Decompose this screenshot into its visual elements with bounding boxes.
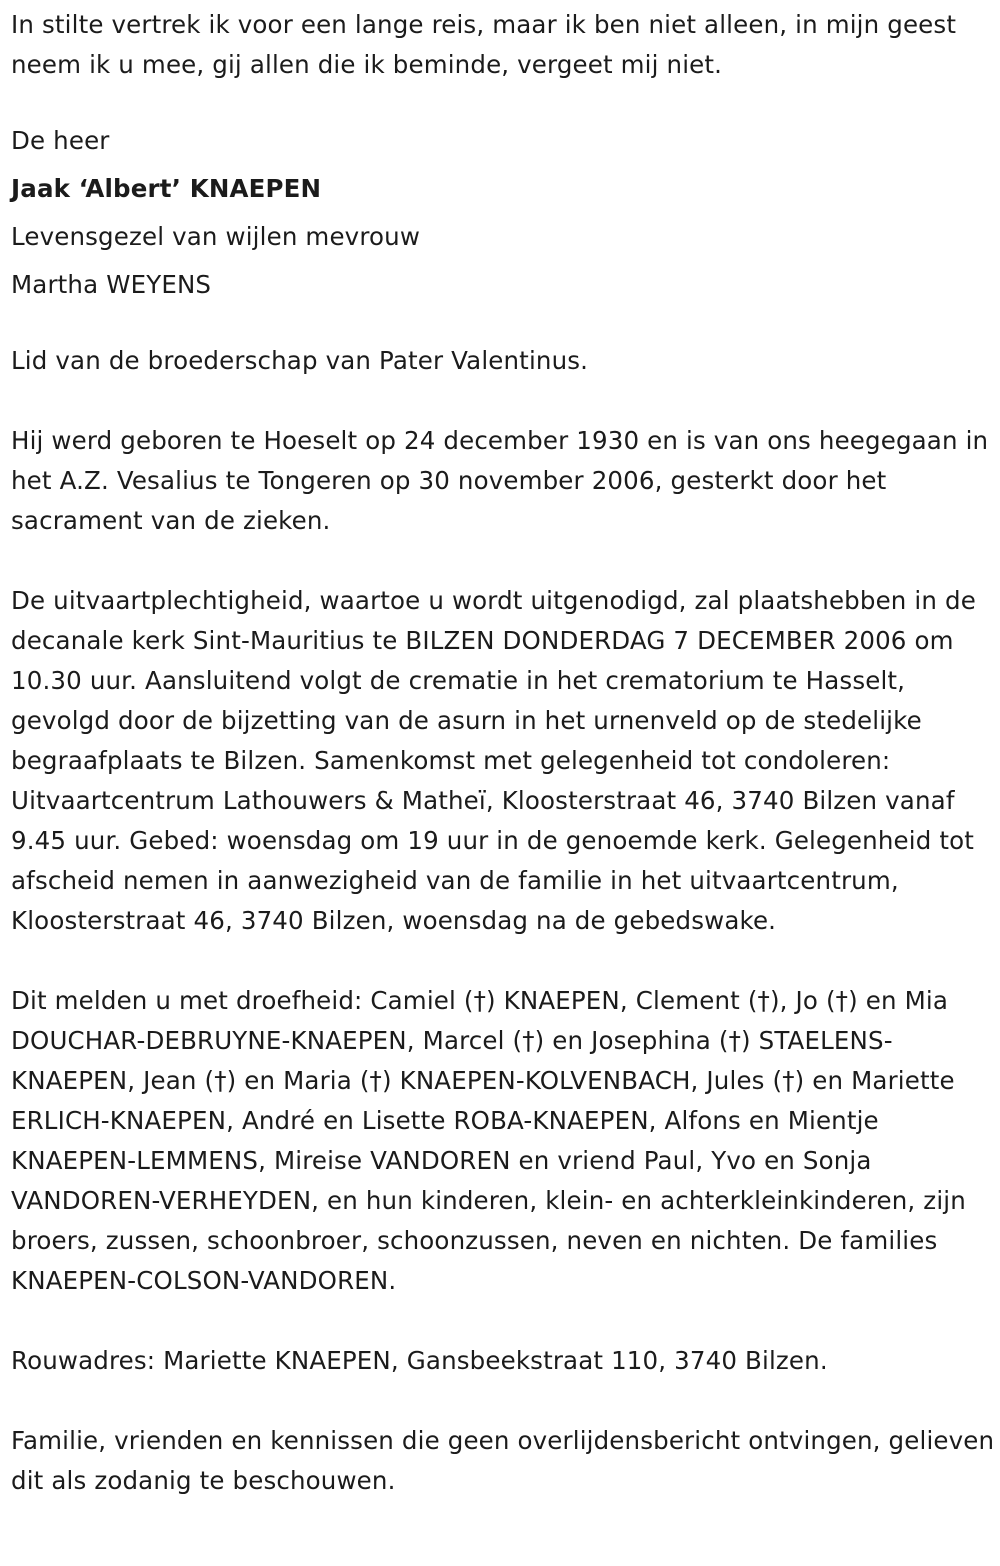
partner-name: Martha WEYENS <box>11 270 212 299</box>
spacer <box>11 541 996 581</box>
partner-intro: Levensgezel van wijlen mevrouw <box>11 222 421 251</box>
ceremony-paragraph: De uitvaartplechtigheid, waartoe u wordt uitgenodigd, zal plaatshebben in de decanale kerk Sint-Mauritius te BILZEN DONDERDAG 7 DECEMBER 2006 om 10.30 uur. Aansluitend volgt de crematie in het crematorium te Hasselt, gevolgd door de bijzetting van de asurn in het urnenveld op de stedelijke begraafplaats te Bilzen. Samenkomst met gelegenheid tot condoleren: Uitvaartcentrum Lathouwers & Matheï, Kloosterstraat 46, 3740 Bilzen vanaf 9.45 uur. Gebed: woensdag om 19 uur in de genoemde kerk. Gelegenheid tot afscheid nemen in aanwezigheid van de familie in het uitvaartcentrum, Kloosterstraat 46, 3740 Bilzen, woensdag na de gebedswake. <box>11 586 976 935</box>
salutation: De heer <box>11 126 110 155</box>
opening-quote: In stilte vertrek ik voor een lange reis, maar ik ben niet alleen, in mijn geest neem ik u mee, gij allen die ik beminde, vergeet mij niet. <box>11 10 957 79</box>
spacer <box>11 941 996 981</box>
announcement-paragraph: Dit melden u met droefheid: Camiel (†) KNAEPEN, Clement (†), Jo (†) en Mia DOUCHAR-DEBRUYNE-KNAEPEN, Marcel (†) en Josephina (†) STAELENS-KNAEPEN, Jean (†) en Maria (†) KNAEPEN-KOLVENBACH, Jules (†) en Mariette ERLICH-KNAEPEN, André en Lisette ROBA-KNAEPEN, Alfons en Mientje KNAEPEN-LEMMENS, Mireise VANDOREN en vriend Paul, Yvo en Sonja VANDOREN-VERHEYDEN, en hun kinderen, klein- en achterkleinkinderen, zijn broers, zussen, schoonbroer, schoonzussen, neven en nichten. De families KNAEPEN-COLSON-VANDOREN. <box>11 986 966 1295</box>
spacer <box>11 381 996 421</box>
closing-note: Familie, vrienden en kennissen die geen overlijdensbericht ontvingen, gelieven dit als zodanig te beschouwen. <box>11 1426 995 1495</box>
birth-death-paragraph: Hij werd geboren te Hoeselt op 24 december 1930 en is van ons heegegaan in het A.Z. Vesalius te Tongeren op 30 november 2006, gesterkt door het sacrament van de zieken. <box>11 426 989 535</box>
mourning-address: Rouwadres: Mariette KNAEPEN, Gansbeekstraat 110, 3740 Bilzen. <box>11 1346 828 1375</box>
obituary-document <box>11 5 996 1501</box>
spacer <box>11 85 996 117</box>
membership-note: Lid van de broederschap van Pater Valentinus. <box>11 346 589 375</box>
spacer <box>11 1301 996 1341</box>
deceased-name: Jaak ‘Albert’ KNAEPEN <box>11 174 322 203</box>
spacer <box>11 1381 996 1421</box>
spacer <box>11 309 996 341</box>
